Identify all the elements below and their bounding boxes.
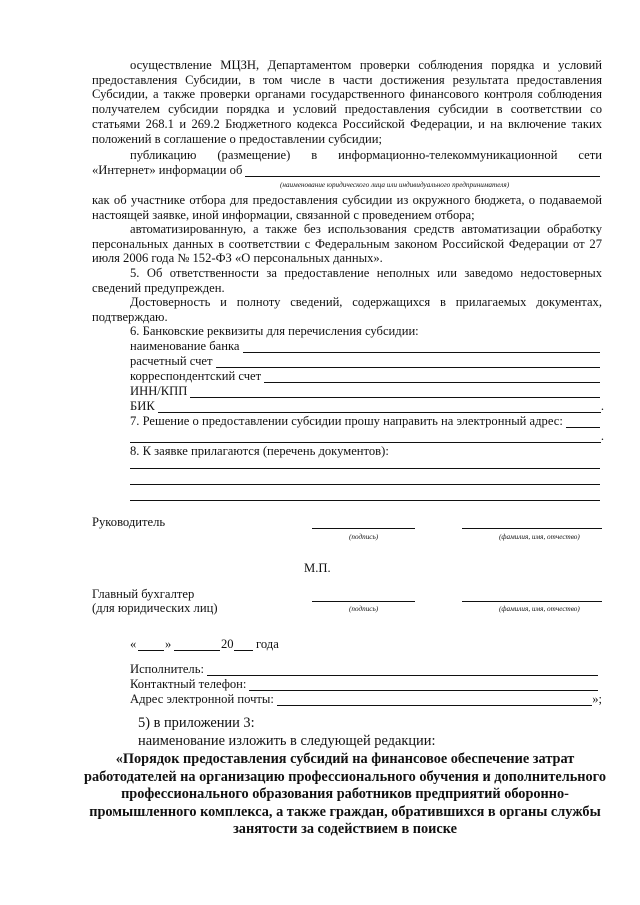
item7-label: 7. Решение о предоставлении субсидии прошу направить на электронный адрес: <box>130 414 563 428</box>
corr-account-field <box>130 369 600 383</box>
accountant-signature-caption: (подпись) <box>349 605 379 613</box>
accountant-label: Главный бухгалтер <box>92 587 195 601</box>
bank-name-input-line[interactable] <box>243 341 600 353</box>
stamp-label: М.П. <box>304 561 331 575</box>
email-decision-field <box>130 429 604 443</box>
date-month-line[interactable] <box>174 650 220 651</box>
head-label: Руководитель <box>92 515 166 529</box>
paragraph-publication-line1: публикацию (размещение) в информационно-телекоммуникационной сети <box>130 148 602 162</box>
head-name-caption: (фамилия, имя, отчество) <box>499 533 580 541</box>
date-year-line[interactable] <box>234 650 253 651</box>
account-field <box>130 354 600 368</box>
executor-field <box>130 662 598 676</box>
bank-name-label: наименование банка <box>130 339 240 353</box>
item6-heading: 6. Банковские реквизиты для перечисления субсидии: <box>130 324 419 338</box>
phone-input-line[interactable] <box>249 679 598 691</box>
paragraph-personal-data: автоматизированную, а также без использования средств автоматизации обработку персональных данных в соответствии с Федеральным законом Российской Федерации от 27 июля 2006 года № 152-ФЗ «О персональных данных». <box>92 222 602 266</box>
accountant-note: (для юридических лиц) <box>92 601 218 615</box>
head-signature-line[interactable] <box>312 528 415 529</box>
email-end-quote: »; <box>592 692 602 706</box>
bik-label: БИК <box>130 399 155 413</box>
org-name-input-line[interactable] <box>245 165 600 177</box>
bik-input-line[interactable] <box>158 401 601 413</box>
item7-input-line[interactable] <box>566 416 600 428</box>
email-decision-input-line[interactable] <box>130 431 601 443</box>
paragraph-reliability: Достоверность и полноту сведений, содержащихся в прилагаемых документах, подтверждаю. <box>92 295 602 324</box>
item7-period: . <box>600 429 604 443</box>
date-day-line[interactable] <box>138 650 164 651</box>
attachments-line-3[interactable] <box>130 500 600 501</box>
accountant-signature-line[interactable] <box>312 601 415 602</box>
email-label: Адрес электронной почты: <box>130 692 274 706</box>
phone-label: Контактный телефон: <box>130 677 247 691</box>
paragraph-item5: 5. Об ответственности за предоставление неполных или заведомо недостоверных сведений предупрежден. <box>92 266 602 295</box>
head-signature-caption: (подпись) <box>349 533 379 541</box>
inn-kpp-input-line[interactable] <box>190 386 600 398</box>
attachments-line-1[interactable] <box>130 468 600 469</box>
paragraph-publication-rest: как об участнике отбора для предоставления субсидии из окружного бюджета, о подаваемой настоящей заявке, иной информации, связанной с проведением отбора; <box>92 193 602 222</box>
head-name-line[interactable] <box>462 528 602 529</box>
item7-field <box>130 414 600 428</box>
executor-label: Исполнитель: <box>130 662 204 676</box>
account-input-line[interactable] <box>216 356 600 368</box>
procedure-title: «Порядок предоставления субсидий на финансовое обеспечение затрат работодателей на организацию профессионального обучения и дополнительного профессионального образования работников предприятий оборонно-промышленного комплекса, а также граждан, обратившихся в органы службы занятости за содействием в поиске <box>84 751 606 837</box>
org-name-caption: (наименование юридического лица или индивидуального предпринимателя) <box>280 181 510 189</box>
date-year-prefix: 20 <box>221 637 234 651</box>
phone-field <box>130 677 598 691</box>
bank-name-field <box>130 339 600 353</box>
date-suffix: года <box>256 637 279 651</box>
publication-label: «Интернет» информации об <box>92 163 243 177</box>
email-field <box>130 692 602 706</box>
accountant-name-line[interactable] <box>462 601 602 602</box>
item8-heading: 8. К заявке прилагаются (перечень документов): <box>130 444 389 458</box>
corr-account-label: корреспондентский счет <box>130 369 262 383</box>
publication-org-field <box>92 163 600 177</box>
inn-kpp-field <box>130 384 600 398</box>
attachments-line-2[interactable] <box>130 484 600 485</box>
appendix-text: наименование изложить в следующей редакции: <box>138 733 436 749</box>
appendix-item: 5) в приложении 3: <box>138 715 255 731</box>
inn-kpp-label: ИНН/КПП <box>130 384 188 398</box>
paragraph-consent-checks: осуществление МЦЗН, Департаментом проверки соблюдения порядка и условий предоставления Субсидии, в том числе в части достижения результата предоставления Субсидии, а также проверки органами государственного финансового контроля соблюдения получателем субсидии порядка и условий предоставления субсидии в соответствии со статьями 268.1 и 269.2 Бюджетного кодекса Российской Федерации, и на включение таких положений в соглашение о предоставлении субсидии; <box>92 58 602 146</box>
bik-period: . <box>600 399 604 413</box>
executor-input-line[interactable] <box>207 664 598 676</box>
email-input-line[interactable] <box>277 694 592 706</box>
date-close-quote: » <box>165 637 172 651</box>
corr-account-input-line[interactable] <box>264 371 600 383</box>
date-open-quote: « <box>130 637 137 651</box>
accountant-name-caption: (фамилия, имя, отчество) <box>499 605 580 613</box>
bik-field <box>130 399 604 413</box>
account-label: расчетный счет <box>130 354 213 368</box>
